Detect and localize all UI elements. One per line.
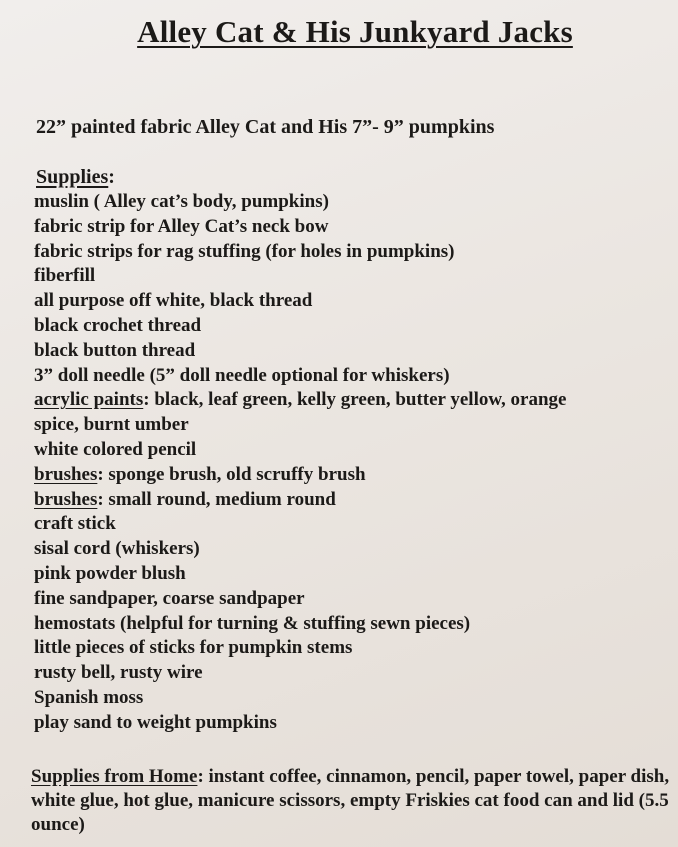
- supply-item-text: hemostats (helpful for turning & stuffing sewn pieces): [34, 612, 471, 634]
- supplies-list: [34, 190, 566, 736]
- project-subtitle: 22” painted fabric Alley Cat and His 7”- 9” pumpkins: [36, 116, 495, 138]
- supply-item: [34, 636, 566, 661]
- supply-item: [34, 240, 566, 265]
- supply-item-text: pink powder blush: [34, 562, 186, 584]
- supplies-heading-label: Supplies: [36, 166, 109, 188]
- home-supplies-paragraph: [31, 765, 671, 837]
- supply-item: [34, 264, 566, 289]
- supply-item-text: rusty bell, rusty wire: [34, 662, 203, 684]
- supply-item-text: fine sandpaper, coarse sandpaper: [34, 587, 305, 609]
- supply-item: [34, 190, 566, 215]
- supply-item-text: muslin ( Alley cat’s body, pumpkins): [34, 191, 329, 212]
- home-supplies-text: : instant coffee, cinnamon, pencil, paper towel, paper dish, white glue, hot glue, manicure scissors, empty Friskies cat food can and lid (5.5 ounce): [31, 766, 670, 835]
- supply-item: [34, 388, 566, 413]
- supply-item: [34, 512, 566, 537]
- supply-item: [34, 686, 566, 711]
- document-title: Alley Cat & His Junkyard Jacks: [137, 14, 573, 49]
- supply-item: [34, 661, 566, 686]
- supply-item: [34, 314, 566, 339]
- supply-item-text: : black, leaf green, kelly green, butter yellow, orange: [143, 389, 567, 411]
- supply-item-text: black crochet thread: [34, 314, 202, 336]
- home-supplies-label: Supplies from Home: [31, 766, 198, 787]
- supply-category-label: acrylic paints: [34, 389, 144, 411]
- supply-item: [34, 562, 566, 587]
- supply-item-text: sisal cord (whiskers): [34, 538, 200, 560]
- supply-item-text: 3” doll needle (5” doll needle optional for whiskers): [34, 364, 450, 386]
- supply-item-text: Spanish moss: [34, 686, 144, 708]
- supply-item-text: : sponge brush, old scruffy brush: [97, 463, 366, 485]
- supply-item: [34, 537, 566, 562]
- supply-item: [34, 215, 566, 240]
- supply-item: [34, 413, 566, 438]
- supply-item-text: spice, burnt umber: [34, 414, 189, 436]
- supply-category-label: brushes: [34, 488, 98, 510]
- supplies-heading-colon: :: [108, 166, 115, 188]
- supply-item: [34, 463, 566, 488]
- supply-item-text: fabric strip for Alley Cat’s neck bow: [34, 215, 329, 237]
- supply-item-text: black button thread: [34, 339, 196, 361]
- supply-item: [34, 587, 566, 612]
- supply-item-text: all purpose off white, black thread: [34, 290, 313, 312]
- supply-item: [34, 339, 566, 364]
- supply-item-text: white colored pencil: [34, 438, 197, 460]
- supply-item-text: : small round, medium round: [97, 488, 336, 510]
- supply-item: [34, 289, 566, 314]
- supply-item: [34, 364, 566, 389]
- supply-category-label: brushes: [34, 463, 98, 485]
- supply-item: [34, 612, 566, 637]
- supply-item-text: little pieces of sticks for pumpkin stems: [34, 637, 353, 659]
- supply-item: [34, 438, 566, 463]
- supplies-heading: [36, 166, 115, 189]
- supply-item: [34, 488, 566, 513]
- supply-item-text: fiberfill: [34, 265, 96, 287]
- supply-item: [34, 711, 566, 736]
- supply-item-text: fabric strips for rag stuffing (for holes in pumpkins): [34, 240, 455, 262]
- supply-item-text: craft stick: [34, 513, 116, 535]
- supply-item-text: play sand to weight pumpkins: [34, 711, 277, 733]
